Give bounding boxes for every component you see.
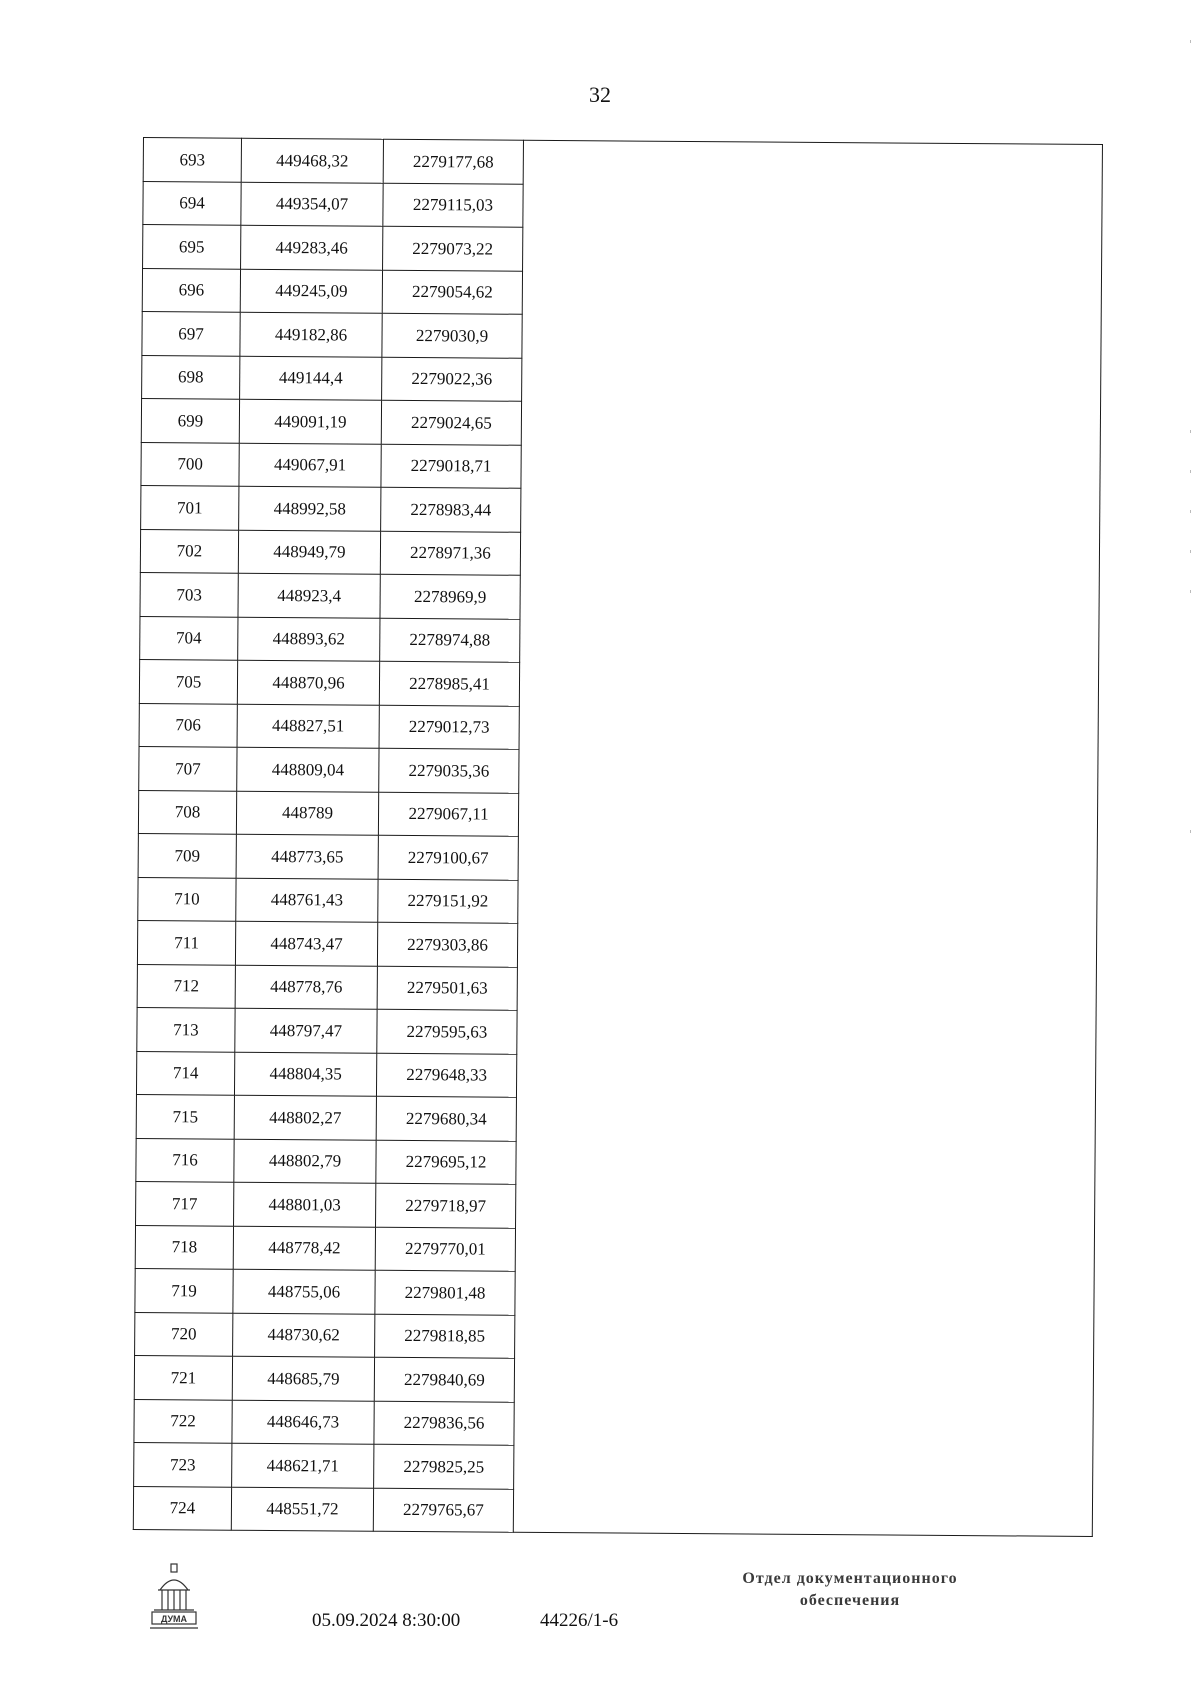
x-coordinate-cell: 449067,91 bbox=[239, 443, 381, 488]
row-number-cell: 704 bbox=[140, 616, 238, 660]
row-number-cell: 701 bbox=[141, 485, 239, 529]
row-number-cell: 718 bbox=[135, 1225, 233, 1269]
row-number-cell: 715 bbox=[136, 1094, 234, 1138]
y-coordinate-cell: 2279765,67 bbox=[373, 1488, 513, 1533]
y-coordinate-cell: 2279648,33 bbox=[376, 1053, 516, 1098]
department-stamp-line1: Отдел документационного bbox=[742, 1570, 958, 1587]
y-coordinate-cell: 2279022,36 bbox=[382, 357, 522, 402]
row-number-cell: 712 bbox=[137, 964, 235, 1008]
row-number-cell: 705 bbox=[139, 659, 237, 703]
empty-column-cell bbox=[513, 140, 1102, 1536]
x-coordinate-cell: 448789 bbox=[236, 791, 378, 836]
coordinates-table bbox=[133, 137, 1103, 1537]
coordinates-table-body bbox=[133, 138, 1102, 1537]
row-number-cell: 694 bbox=[143, 181, 241, 225]
y-coordinate-cell: 2279177,68 bbox=[383, 139, 523, 184]
document-code: 44226/1-6 bbox=[540, 1610, 619, 1631]
x-coordinate-cell: 448755,06 bbox=[233, 1269, 375, 1314]
x-coordinate-cell: 448809,04 bbox=[237, 747, 379, 792]
x-coordinate-cell: 448893,62 bbox=[238, 617, 380, 662]
y-coordinate-cell: 2279030,9 bbox=[382, 313, 522, 358]
y-coordinate-cell: 2279018,71 bbox=[381, 444, 521, 489]
x-coordinate-cell: 448730,62 bbox=[233, 1313, 375, 1358]
x-coordinate-cell: 449283,46 bbox=[241, 225, 383, 270]
row-number-cell: 723 bbox=[134, 1442, 232, 1486]
y-coordinate-cell: 2279695,12 bbox=[376, 1140, 516, 1185]
y-coordinate-cell: 2279100,67 bbox=[378, 835, 518, 880]
x-coordinate-cell: 448801,03 bbox=[234, 1182, 376, 1227]
y-coordinate-cell: 2278983,44 bbox=[381, 487, 521, 532]
department-stamp-line2: обеспечения bbox=[799, 1592, 901, 1609]
x-coordinate-cell: 448685,79 bbox=[232, 1356, 374, 1401]
document-date: 05.09.2024 8:30:00 bbox=[312, 1610, 461, 1631]
page-number: 32 bbox=[589, 82, 611, 107]
y-coordinate-cell: 2279818,85 bbox=[375, 1314, 515, 1359]
row-number-cell: 707 bbox=[139, 746, 237, 790]
y-coordinate-cell: 2279073,22 bbox=[383, 226, 523, 271]
row-number-cell: 699 bbox=[141, 398, 239, 442]
row-number-cell: 695 bbox=[143, 225, 241, 269]
row-number-cell: 717 bbox=[136, 1181, 234, 1225]
row-number-cell: 719 bbox=[135, 1268, 233, 1312]
x-coordinate-cell: 448804,35 bbox=[234, 1052, 376, 1097]
y-coordinate-cell: 2279825,25 bbox=[374, 1444, 514, 1489]
row-number-cell: 703 bbox=[140, 572, 238, 616]
row-number-cell: 697 bbox=[142, 311, 240, 355]
y-coordinate-cell: 2278971,36 bbox=[380, 531, 520, 576]
x-coordinate-cell: 448802,27 bbox=[234, 1095, 376, 1140]
row-number-cell: 714 bbox=[136, 1051, 234, 1095]
y-coordinate-cell: 2279067,11 bbox=[378, 792, 518, 837]
x-coordinate-cell: 449144,4 bbox=[240, 356, 382, 401]
x-coordinate-cell: 449182,86 bbox=[240, 312, 382, 357]
x-coordinate-cell: 448992,58 bbox=[239, 486, 381, 531]
y-coordinate-cell: 2279012,73 bbox=[379, 705, 519, 750]
row-number-cell: 708 bbox=[138, 790, 236, 834]
row-number-cell: 709 bbox=[138, 833, 236, 877]
y-coordinate-cell: 2279718,97 bbox=[376, 1183, 516, 1228]
x-coordinate-cell: 449245,09 bbox=[240, 269, 382, 314]
y-coordinate-cell: 2279595,63 bbox=[377, 1009, 517, 1054]
x-coordinate-cell: 448778,42 bbox=[233, 1226, 375, 1271]
y-coordinate-cell: 2278974,88 bbox=[380, 618, 520, 663]
x-coordinate-cell: 449354,07 bbox=[241, 182, 383, 227]
x-coordinate-cell: 448761,43 bbox=[236, 878, 378, 923]
row-number-cell: 706 bbox=[139, 703, 237, 747]
y-coordinate-cell: 2279770,01 bbox=[375, 1227, 515, 1272]
margin-specks bbox=[1188, 30, 1194, 930]
y-coordinate-cell: 2279303,86 bbox=[377, 922, 517, 967]
y-coordinate-cell: 2279501,63 bbox=[377, 966, 517, 1011]
row-number-cell: 696 bbox=[142, 268, 240, 312]
row-number-cell: 710 bbox=[138, 877, 236, 921]
row-number-cell: 720 bbox=[135, 1312, 233, 1356]
x-coordinate-cell: 449468,32 bbox=[241, 138, 383, 183]
row-number-cell: 716 bbox=[136, 1138, 234, 1182]
row-number-cell: 698 bbox=[142, 355, 240, 399]
x-coordinate-cell: 448621,71 bbox=[232, 1443, 374, 1488]
row-number-cell: 724 bbox=[133, 1486, 231, 1530]
row-number-cell: 700 bbox=[141, 442, 239, 486]
x-coordinate-cell: 448949,79 bbox=[238, 530, 380, 575]
row-number-cell: 722 bbox=[134, 1399, 232, 1443]
y-coordinate-cell: 2278969,9 bbox=[380, 574, 520, 619]
x-coordinate-cell: 448646,73 bbox=[232, 1400, 374, 1445]
y-coordinate-cell: 2279840,69 bbox=[374, 1357, 514, 1402]
x-coordinate-cell: 448870,96 bbox=[237, 660, 379, 705]
y-coordinate-cell: 2278985,41 bbox=[379, 661, 519, 706]
y-coordinate-cell: 2279024,65 bbox=[381, 400, 521, 445]
x-coordinate-cell: 449091,19 bbox=[239, 399, 381, 444]
y-coordinate-cell: 2279035,36 bbox=[379, 748, 519, 793]
x-coordinate-cell: 448802,79 bbox=[234, 1139, 376, 1184]
row-number-cell: 702 bbox=[140, 529, 238, 573]
y-coordinate-cell: 2279054,62 bbox=[382, 270, 522, 315]
y-coordinate-cell: 2279836,56 bbox=[374, 1401, 514, 1446]
x-coordinate-cell: 448923,4 bbox=[238, 573, 380, 618]
row-number-cell: 693 bbox=[143, 138, 241, 182]
x-coordinate-cell: 448797,47 bbox=[235, 1008, 377, 1053]
y-coordinate-cell: 2279801,48 bbox=[375, 1270, 515, 1315]
row-number-cell: 721 bbox=[134, 1355, 232, 1399]
x-coordinate-cell: 448551,72 bbox=[231, 1487, 373, 1532]
x-coordinate-cell: 448743,47 bbox=[235, 921, 377, 966]
x-coordinate-cell: 448773,65 bbox=[236, 834, 378, 879]
duma-logo-icon bbox=[150, 1562, 198, 1630]
row-number-cell: 713 bbox=[137, 1007, 235, 1051]
y-coordinate-cell: 2279680,34 bbox=[376, 1096, 516, 1141]
logo-text: ДУМА bbox=[160, 1614, 188, 1624]
department-stamp bbox=[700, 1568, 1000, 1612]
table-row bbox=[143, 138, 1102, 189]
x-coordinate-cell: 448827,51 bbox=[237, 704, 379, 749]
y-coordinate-cell: 2279151,92 bbox=[378, 879, 518, 924]
x-coordinate-cell: 448778,76 bbox=[235, 965, 377, 1010]
row-number-cell: 711 bbox=[137, 920, 235, 964]
y-coordinate-cell: 2279115,03 bbox=[383, 183, 523, 228]
